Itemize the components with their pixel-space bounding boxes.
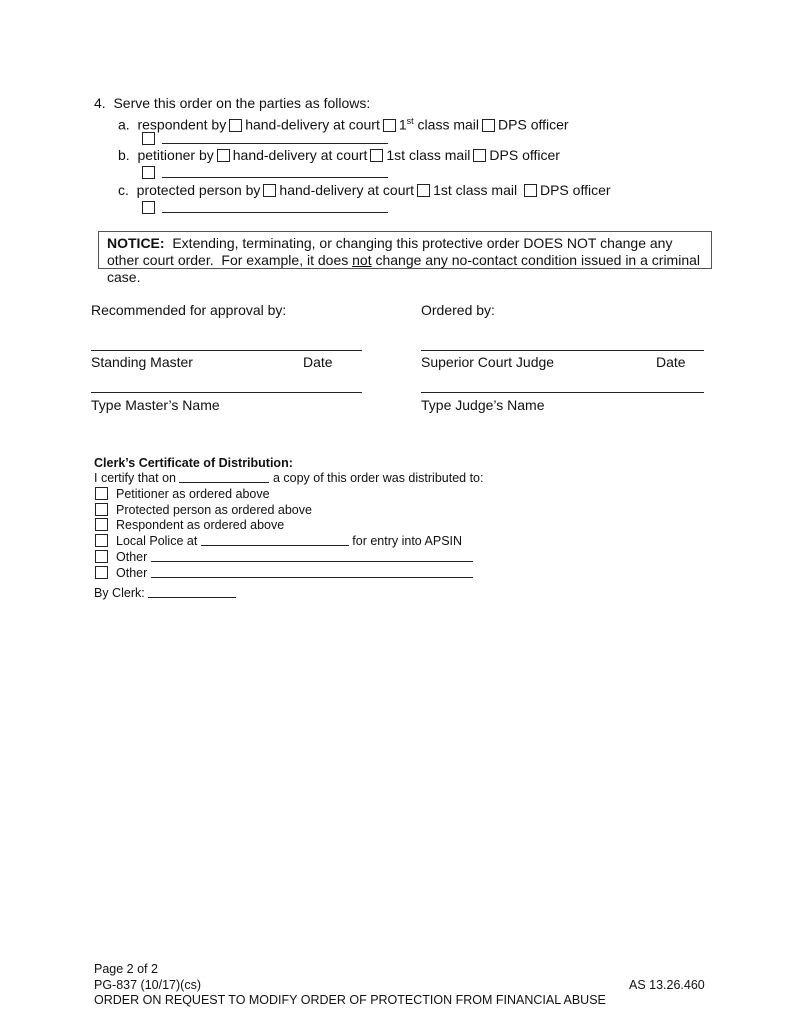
clerk-item-local-police xyxy=(94,533,462,549)
hand-delivery-checkbox[interactable] xyxy=(263,184,276,197)
judge-name-line[interactable] xyxy=(421,392,704,393)
certify-line xyxy=(94,470,483,486)
item-label: Local Police at xyxy=(116,534,198,548)
standing-master-label: Standing Master xyxy=(91,354,193,370)
other-field[interactable] xyxy=(151,565,473,578)
other-method-protected-person xyxy=(140,199,388,215)
first-class-mail-checkbox[interactable] xyxy=(417,184,430,197)
clerk-item-respondent xyxy=(94,517,284,533)
option-label: DPS officer xyxy=(498,116,569,133)
party-label: petitioner by xyxy=(137,147,214,163)
option-label: hand-delivery at court xyxy=(245,116,380,133)
other-checkbox[interactable] xyxy=(142,166,155,179)
serve-row-protected-person xyxy=(118,182,611,198)
dps-officer-checkbox[interactable] xyxy=(482,119,495,132)
form-number: PG-837 (10/17)(cs) xyxy=(94,978,201,992)
item-label: Other xyxy=(116,566,148,580)
item-4-heading xyxy=(94,95,370,111)
statute-reference: AS 13.26.460 xyxy=(629,978,705,992)
option-label: 1st class mail xyxy=(433,182,518,198)
item-label: Protected person as ordered above xyxy=(116,503,312,517)
row-letter: b. xyxy=(118,147,130,163)
other-method-petitioner xyxy=(140,164,388,180)
ordered-label: Ordered by: xyxy=(421,302,495,318)
option-label: DPS officer xyxy=(539,182,611,198)
judge-signature-line[interactable] xyxy=(421,350,704,351)
option-label: class mail xyxy=(413,116,480,133)
clerk-certificate-title: Clerk’s Certificate of Distribution: xyxy=(94,456,293,470)
hand-delivery-checkbox[interactable] xyxy=(217,149,230,162)
type-judge-name-label: Type Judge’s Name xyxy=(421,397,545,413)
row-letter: a. xyxy=(118,116,130,133)
clerk-item-other-2 xyxy=(94,565,473,581)
master-signature-line[interactable] xyxy=(91,350,362,351)
page-number: Page 2 of 2 xyxy=(94,962,158,976)
checkbox[interactable] xyxy=(95,503,108,516)
clerk-signature-field[interactable] xyxy=(148,585,236,598)
local-police-field[interactable] xyxy=(201,533,349,546)
checkbox[interactable] xyxy=(95,534,108,547)
row-letter: c. xyxy=(118,182,129,198)
option-label: hand-delivery at court xyxy=(232,147,368,163)
by-clerk-label: By Clerk: xyxy=(94,586,145,600)
item-heading: Serve this order on the parties as follows: xyxy=(113,95,371,111)
judge-date-label: Date xyxy=(656,354,686,370)
party-label: protected person by xyxy=(136,182,261,198)
item-label: Petitioner as ordered above xyxy=(116,487,270,501)
superscript: st xyxy=(406,116,414,126)
clerk-item-petitioner xyxy=(94,486,270,502)
notice-label: NOTICE: xyxy=(107,235,165,251)
apsin-label: for entry into APSIN xyxy=(352,534,463,548)
clerk-item-protected-person xyxy=(94,502,312,518)
notice-text: Extending, terminating, or changing this protective order DOES NOT change any other court order. For example, it does xyxy=(107,235,677,268)
other-method-respondent xyxy=(140,130,388,146)
checkbox[interactable] xyxy=(95,487,108,500)
notice-box xyxy=(98,231,712,285)
master-name-line[interactable] xyxy=(91,392,362,393)
dps-officer-checkbox[interactable] xyxy=(473,149,486,162)
serve-row-petitioner xyxy=(118,147,560,163)
item-number: 4. xyxy=(94,95,106,111)
judge-label: Superior Court Judge xyxy=(421,354,555,370)
item-label: Other xyxy=(116,550,148,564)
by-clerk-line xyxy=(94,585,236,601)
other-method-field[interactable] xyxy=(162,165,388,178)
option-label: DPS officer xyxy=(489,147,560,163)
other-method-field[interactable] xyxy=(162,200,388,213)
option-label: 1 xyxy=(398,116,407,133)
master-date-label: Date xyxy=(303,354,333,370)
type-master-name-label: Type Master’s Name xyxy=(91,397,220,413)
other-field[interactable] xyxy=(151,549,473,562)
first-class-mail-checkbox[interactable] xyxy=(370,149,383,162)
notice-emphasis: not xyxy=(352,252,372,268)
clerk-item-other-1 xyxy=(94,549,473,565)
other-checkbox[interactable] xyxy=(142,201,155,214)
other-checkbox[interactable] xyxy=(142,132,155,145)
checkbox[interactable] xyxy=(95,518,108,531)
option-label: hand-delivery at court xyxy=(279,182,415,198)
option-label: 1st class mail xyxy=(386,147,471,163)
notice-text: change any no-contact condition issued in a criminal case. xyxy=(107,252,701,285)
item-label: Respondent as ordered above xyxy=(116,518,285,532)
other-method-field[interactable] xyxy=(162,131,388,144)
form-title: ORDER ON REQUEST TO MODIFY ORDER OF PROTECTION FROM FINANCIAL ABUSE xyxy=(94,993,606,1007)
dps-officer-checkbox[interactable] xyxy=(524,184,537,197)
checkbox[interactable] xyxy=(95,566,108,579)
certify-text: I certify that on xyxy=(94,471,176,485)
certify-text: a copy of this order was distributed to: xyxy=(272,471,484,485)
distribution-date-field[interactable] xyxy=(179,470,269,483)
checkbox[interactable] xyxy=(95,550,108,563)
recommended-label: Recommended for approval by: xyxy=(91,302,287,318)
party-label: respondent by xyxy=(137,116,227,133)
